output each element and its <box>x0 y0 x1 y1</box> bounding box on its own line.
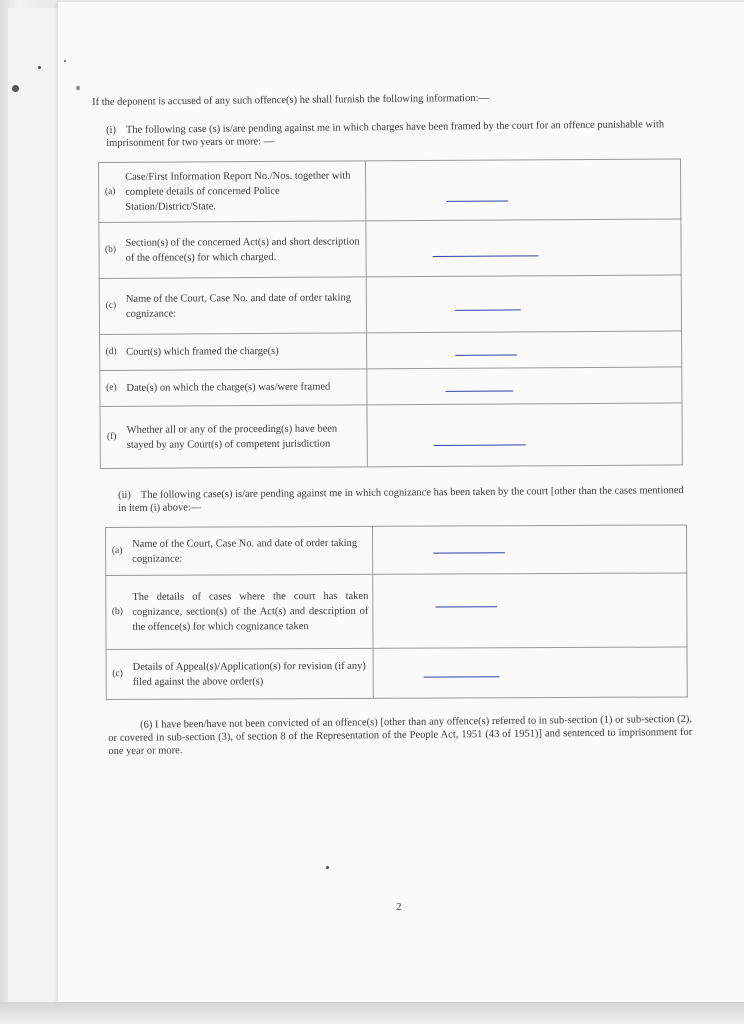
row-label: (b) <box>99 222 122 278</box>
intro-text: If the deponent is accused of any such offence(s) he shall furnish the following information:— <box>92 92 490 108</box>
row-label: (a) <box>106 527 129 575</box>
row-description: Section(s) of the concerned Act(s) and short description of the offence(s) for which charged. <box>121 221 366 278</box>
section-i-text: The following case (s) is/are pending against me in which charges have been framed by the court for an offence punishable with imprisonment for two years or more: — <box>106 119 665 149</box>
row-description: Name of the Court, Case No. and date of order taking cognizance: <box>128 526 373 575</box>
table-row <box>100 367 682 407</box>
underlying-sheet <box>8 8 59 1008</box>
row-description: The details of cases where the court has taken cognizance, section(s) of the Act(s) and description of the offence(s) for which cognizance taken <box>128 574 373 649</box>
section-i-number: (i) <box>106 124 117 136</box>
answer-cell <box>373 647 687 698</box>
handwritten-dash <box>455 309 521 311</box>
table-row <box>99 275 681 335</box>
handwritten-dash <box>435 606 497 608</box>
page-number: 2 <box>396 901 402 913</box>
handwritten-dash <box>424 676 500 678</box>
row-description: Name of the Court, Case No. and date of order taking cognizance: <box>122 277 367 334</box>
row-label: (f) <box>100 406 123 468</box>
answer-cell <box>367 331 682 369</box>
scan-bottom-edge <box>0 1002 744 1024</box>
answer-cell <box>366 219 681 277</box>
row-label: (b) <box>106 575 129 649</box>
handwritten-dash <box>446 200 508 202</box>
answer-cell <box>367 403 682 467</box>
answer-cell <box>372 525 686 574</box>
row-label: (e) <box>100 370 123 406</box>
handwritten-dash <box>445 390 513 392</box>
pending-charges-table <box>98 158 683 469</box>
paragraph-6: (6) I have been/have not been convicted of an offence(s) [other than any offence(s) referred to in sub-section (1) or sub-section (2), or covered in sub-section (3), of section 8 of the Representation of the People Act, 1951 (43 of 1951)] and sentenced to imprisonment for one year or more. <box>108 713 693 757</box>
table-row <box>106 647 687 700</box>
handwritten-dash <box>433 255 539 257</box>
table-row <box>100 331 682 371</box>
row-label: (d) <box>100 334 123 370</box>
row-description: Date(s) on which the charge(s) was/were framed <box>122 369 367 406</box>
handwritten-dash <box>434 444 526 446</box>
answer-cell <box>365 159 680 221</box>
answer-cell <box>373 573 687 648</box>
row-description: Details of Appeal(s)/Application(s) for revision (if any) filed against the above order(s) <box>129 648 374 699</box>
cognizance-table <box>105 524 688 700</box>
table-row <box>100 403 682 469</box>
table-row <box>106 525 687 576</box>
row-description: Case/First Information Report No./Nos. together with complete details of concerned Police Station/District/State. <box>121 161 366 222</box>
table-row <box>99 159 681 223</box>
row-label: (a) <box>99 162 122 222</box>
section-ii-intro <box>118 484 684 515</box>
row-description: Court(s) which framed the charge(s) <box>122 333 367 370</box>
handwritten-dash <box>433 552 505 554</box>
section-ii-text: The following case(s) is/are pending against me in which cognizance has been taken by the court [other than the cases mentioned in item (i) above:— <box>118 485 684 514</box>
row-label: (c) <box>106 649 129 699</box>
row-description: Whether all or any of the proceeding(s) have been stayed by any Court(s) of competent jurisdiction <box>122 405 367 468</box>
handwritten-dash <box>455 354 517 356</box>
table-row <box>106 573 687 650</box>
section-ii-number: (ii) <box>118 489 131 501</box>
answer-cell <box>366 275 681 333</box>
answer-cell <box>367 367 682 405</box>
row-label: (c) <box>99 278 122 334</box>
table-row <box>99 219 681 279</box>
